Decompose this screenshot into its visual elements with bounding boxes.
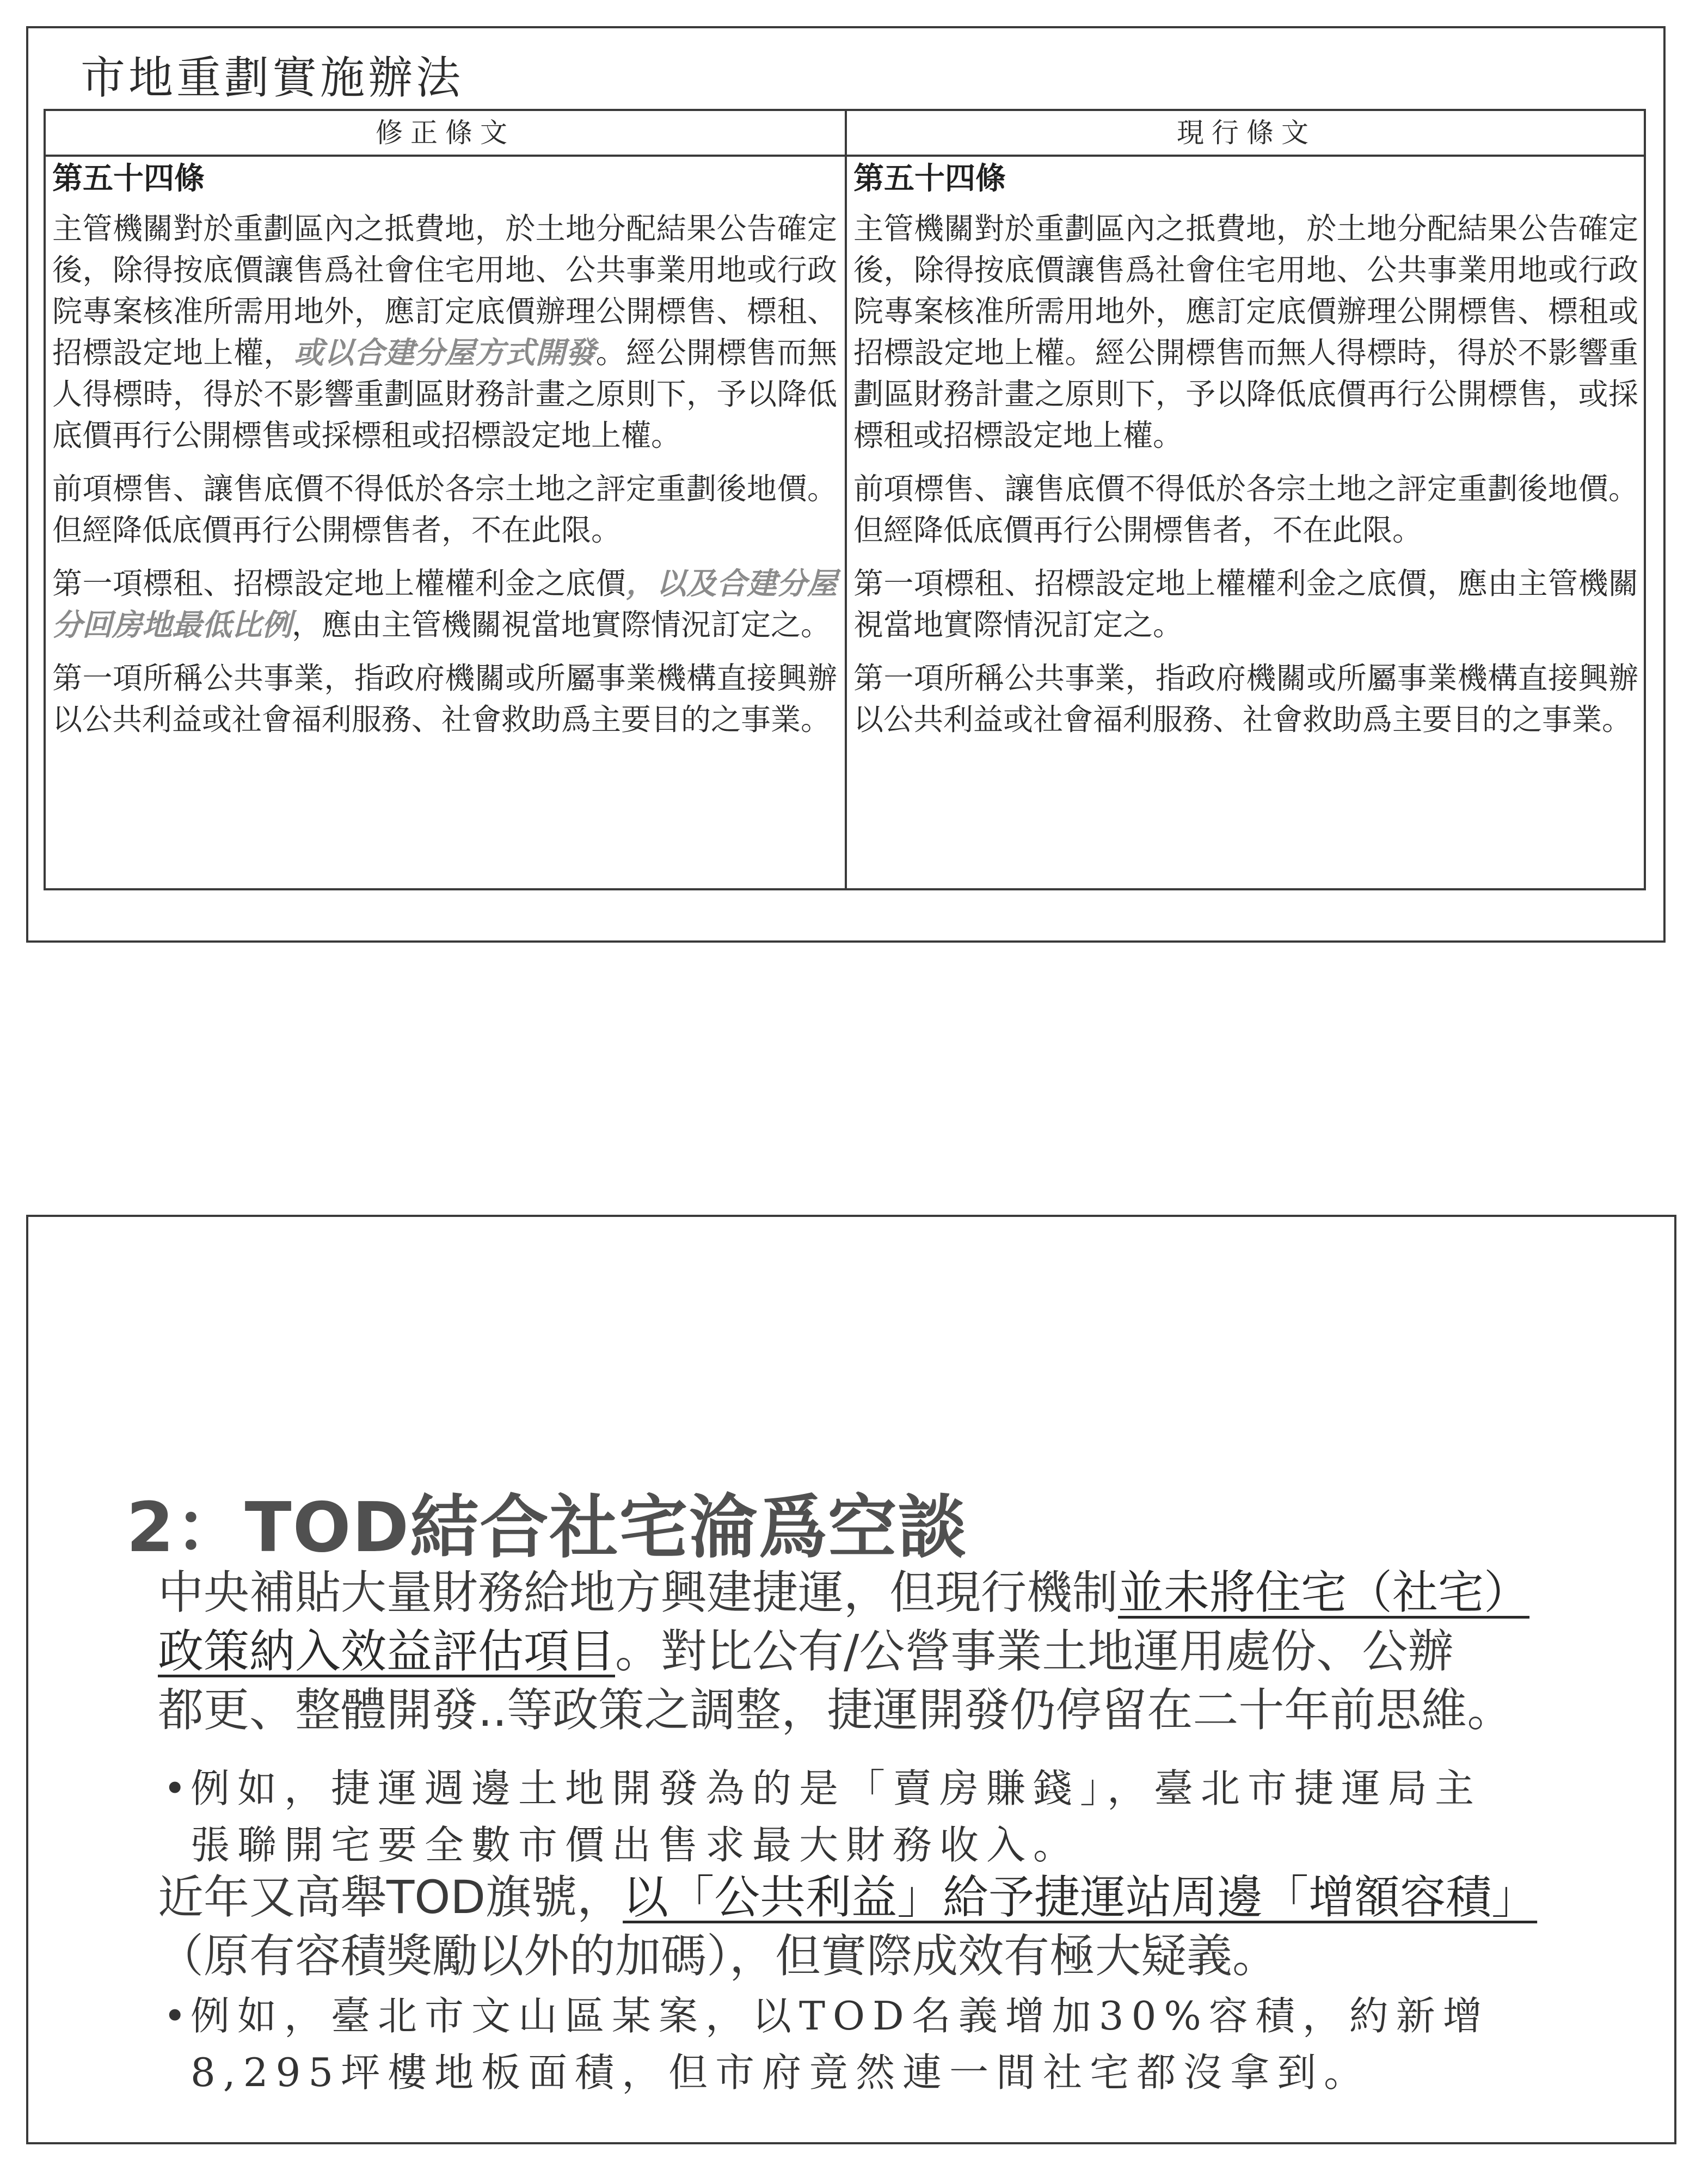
bullet-2-marker: • [163,1993,187,2039]
funding-line-1-text: 中央補貼大量財務給地方興建捷運，但現行機制 [158,1566,1119,1619]
amended-paragraph-2: 前項標售、讓售底價不得低於各宗土地之評定重劃後地價。但經降低底價再行公開標售者，不在此限。 [52,471,837,548]
bullet-1-line-2: 張聯開宅要全數市價出售求最大財務收入。 [191,1822,1080,1868]
tod-paragraph [158,1868,1537,1985]
bullet-2-line-1-text: 例如，臺北市文山區某案，以TOD名義增加30%容積，約新增 [191,1993,1490,2039]
funding-line-2-underlined: 政策納入效益評估項目 [158,1625,616,1678]
bullet-example-2 [163,1988,1490,2101]
funding-line-3: 都更、整體開發..等政策之調整，捷運開發仍停留在二十年前思維。 [158,1683,1513,1737]
amended-paragraph-3 [52,563,837,645]
amended-p1-text-b: 。經公開標售而無人得標時，得於不影響重劃區財務計畫之原則下，予以降低底價再行公開標售或採標租或招標設定地上權。 [52,335,837,453]
bullet-1-line-1-text: 例如，捷運週邊土地開發為的是「賣房賺錢」，臺北市捷運局主 [191,1766,1482,1811]
bullet-example-1 [163,1760,1482,1873]
current-paragraph-4: 第一項所稱公共事業，指政府機關或所屬事業機構直接興辦以公共利益或社會福利服務、社會救助爲主要目的之事業。 [853,661,1638,737]
funding-line-1 [158,1563,1529,1622]
bullet-2-line-1 [163,1988,1490,2044]
amended-p3-text-b: ，應由主管機關視當地實際情況訂定之。 [292,607,831,642]
amended-p3-text-a: 第一項標租、招標設定地上權權利金之底價 [52,566,626,601]
current-column [853,160,1638,752]
amended-paragraph-4: 第一項所稱公共事業，指政府機關或所屬事業機構直接興辦以公共利益或社會福利服務、社會救助爲主要目的之事業。 [52,661,837,737]
funding-paragraph [158,1563,1529,1739]
current-paragraph-3: 第一項標租、招標設定地上權權利金之底價，應由主管機關視當地實際情況訂定之。 [853,566,1638,642]
amended-column [52,160,837,752]
amended-p1-highlight: 或以合建分屋方式開發 [293,335,596,370]
bullet-2-line-2: 8,295坪樓地板面積，但市府竟然連一間社宅都沒拿到。 [191,2050,1371,2095]
funding-line-2-text: 。對比公有/公營事業土地運用處份、公辦 [615,1625,1454,1678]
current-article-number: 第五十四條 [853,161,1006,196]
amended-paragraph-1 [52,208,837,456]
funding-line-1-underlined: 並未將住宅（社宅） [1118,1566,1530,1619]
tod-line-2: （原有容積獎勵以外的加碼），但實際成效有極大疑義。 [158,1929,1279,1983]
funding-line-2 [158,1622,1529,1681]
amended-p3-highlight: ，以及合建分屋分回房地最低比例 [52,565,837,642]
current-column-header: 現行條文 [1177,117,1316,149]
current-paragraph-2: 前項標售、讓售底價不得低於各宗土地之評定重劃後地價。但經降低底價再行公開標售者，不在此限。 [853,471,1638,548]
bullet-1-marker: • [163,1766,187,1811]
comparison-table [44,109,1646,890]
tod-line-1 [158,1868,1537,1927]
tod-line-1-underlined: 以「公共利益」給予捷運站周邊「增額容積」 [623,1871,1538,1924]
column-divider [845,111,847,888]
amended-p1-text-a: 主管機關對於重劃區內之抵費地，於土地分配結果公告確定後，除得按底價讓售爲社會住宅用地、公共事業用地或行政院專案核准所需用地外，應訂定底價辦理公開標售、標租、招標設定地上權， [52,211,837,370]
bullet-1-line-1 [163,1760,1482,1817]
tod-heading: 2：TOD結合社宅淪爲空談 [126,1487,968,1567]
tod-line-1-text: 近年又高舉TOD旗號， [158,1871,623,1924]
amended-article-number: 第五十四條 [52,161,205,196]
current-paragraph-1: 主管機關對於重劃區內之抵費地，於土地分配結果公告確定後，除得按底價讓售爲社會住宅用地、公共事業用地或行政院專案核准所需用地外，應訂定底價辦理公開標售、標租或招標設定地上權。經公開標售而無人得標時，得於不影響重劃區財務計畫之原則下，予以降低底價再行公開標售，或採標租或招標設定地上權。 [853,211,1638,453]
law-title: 市地重劃實施辦法 [81,52,464,104]
amended-column-header: 修正條文 [376,117,515,149]
